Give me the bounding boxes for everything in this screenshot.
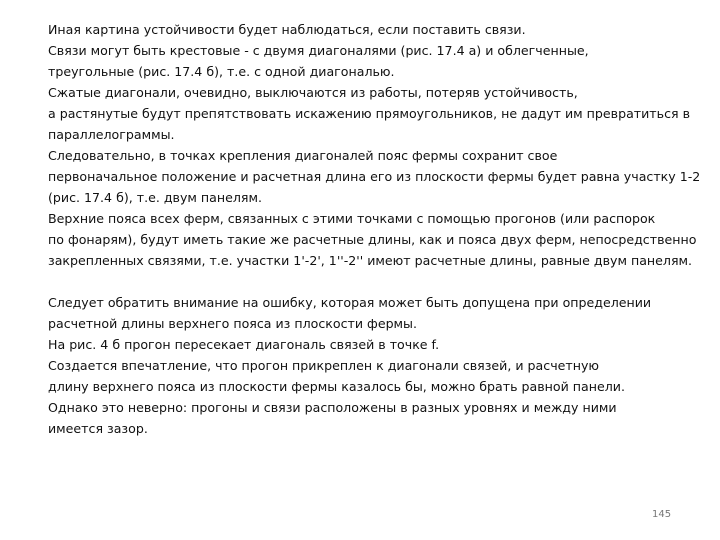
text-line: Верхние пояса всех ферм, связанных с этими точками с помощью прогонов (или распорок [48,211,656,226]
body-text [48,19,712,439]
text-line: Следует обратить внимание на ошибку, которая может быть допущена при определении [48,295,652,310]
paragraph-gap [48,271,712,292]
text-line: Связи могут быть крестовые - с двумя диагоналями (рис. 17.4 а) и облегченные, [48,43,589,58]
page-number: 145 [652,509,672,520]
text-line: Иная картина устойчивости будет наблюдаться, если поставить связи. [48,22,526,37]
text-line: Создается впечатление, что прогон прикреплен к диагонали связей, и расчетную [48,358,600,373]
text-line: первоначальное положение и расчетная длина его из плоскости фермы будет равна участку 1-2 [48,169,701,184]
text-line: параллелограммы. [48,127,175,142]
text-line: закрепленных связями, т.е. участки 1'-2', 1''-2'' имеют расчетные длины, равные двум панелям. [48,253,693,268]
text-line: Следовательно, в точках крепления диагоналей пояс фермы сохранит свое [48,148,558,163]
text-line: расчетной длины верхнего пояса из плоскости фермы. [48,316,418,331]
text-line: по фонарям), будут иметь такие же расчетные длины, как и пояса двух ферм, непосредственно [48,232,697,247]
text-line: Однако это неверно: прогоны и связи расположены в разных уровнях и между ними [48,400,617,415]
text-line: На рис. 4 б прогон пересекает диагональ связей в точке f. [48,337,440,352]
text-line: имеется зазор. [48,421,148,436]
text-line: а растянутые будут препятствовать искажению прямоугольников, не дадут им превратиться в [48,106,690,121]
text-line: (рис. 17.4 б), т.е. двум панелям. [48,190,262,205]
text-line: Сжатые диагонали, очевидно, выключаются из работы, потеряв устойчивость, [48,85,578,100]
text-line: длину верхнего пояса из плоскости фермы казалось бы, можно брать равной панели. [48,379,625,394]
text-line: треугольные (рис. 17.4 б), т.е. с одной диагональю. [48,64,395,79]
